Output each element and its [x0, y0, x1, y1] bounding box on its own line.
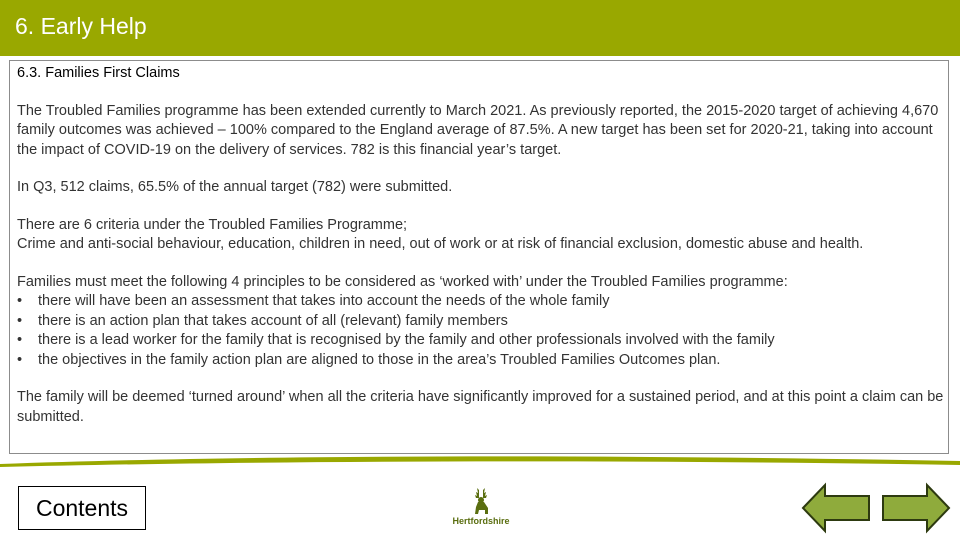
logo-text: Hertfordshire — [452, 516, 510, 526]
criteria-intro: There are 6 criteria under the Troubled Families Programme; — [17, 216, 408, 233]
paragraph-criteria — [17, 216, 947, 255]
paragraph-programme: The Troubled Families programme has been extended currently to March 2021. As previously reported, the 2015-2020 target of achieving 4,670 family outcomes was achieved – 100% compared to the England average of 87.5%. A new target has been set for 2020-21, taking into account the impact of COVID-19 on the delivery of services. 782 is this financial year’s target. — [17, 102, 939, 158]
list-item: • there will have been an assessment that takes into account the needs of the whole family — [17, 292, 947, 312]
hart-icon — [448, 484, 514, 518]
right-arrow-icon[interactable] — [883, 485, 949, 531]
list-item: • the objectives in the family action plan are aligned to those in the area’s Troubled Families Outcomes plan. — [17, 351, 947, 371]
next-slide-button[interactable] — [880, 482, 952, 534]
contents-button[interactable]: Contents — [18, 486, 146, 530]
principles-intro: Families must meet the following 4 principles to be considered as ‘worked with’ under the Troubled Families programme: — [17, 273, 788, 290]
paragraph-turned-around: The family will be deemed ‘turned around’ when all the criteria have significantly improved for a sustained period, and at this point a claim can be submitted. — [17, 389, 944, 425]
section-subtitle: 6.3. Families First Claims — [17, 65, 180, 81]
list-item: • there is a lead worker for the family that is recognised by the family and other professionals involved with the family — [17, 331, 947, 351]
paragraph-principles — [17, 273, 947, 371]
header-bar — [0, 0, 960, 56]
left-arrow-icon[interactable] — [803, 485, 869, 531]
decorative-swoosh — [0, 452, 960, 472]
page-title: 6. Early Help — [15, 13, 147, 39]
content-body — [17, 64, 947, 427]
previous-slide-button[interactable] — [800, 482, 872, 534]
paragraph-claims: In Q3, 512 claims, 65.5% of the annual target (782) were submitted. — [17, 179, 453, 195]
list-item: • there is an action plan that takes account of all (relevant) family members — [17, 312, 947, 332]
hertfordshire-logo — [448, 484, 514, 530]
criteria-list: Crime and anti-social behaviour, education, children in need, out of work or at risk of financial exclusion, domestic abuse and health. — [17, 236, 864, 252]
